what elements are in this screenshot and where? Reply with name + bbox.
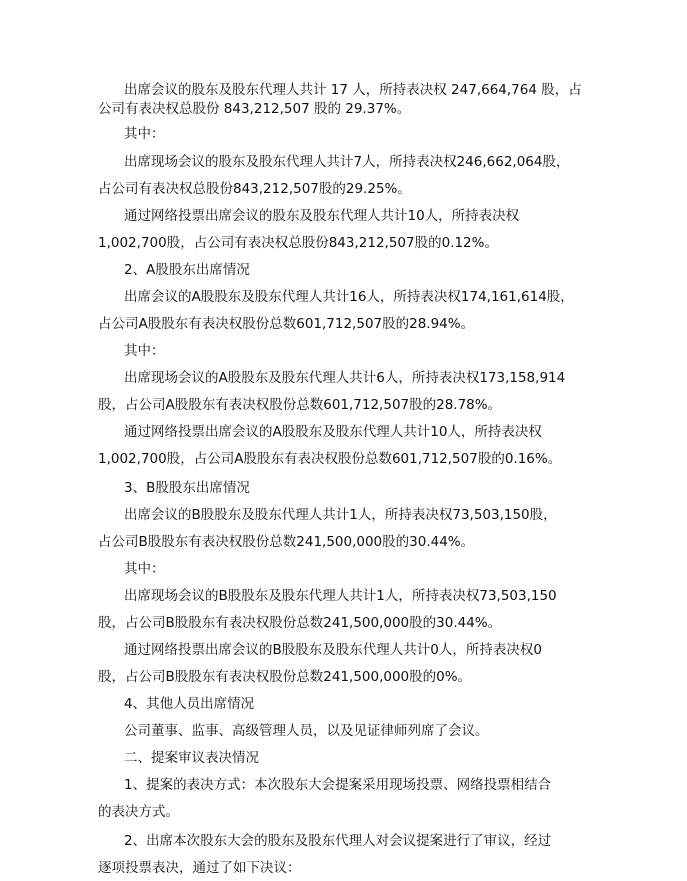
text-line: 占公司A股股东有表决权股份总数601,712,507股的28.94%。 (98, 316, 475, 332)
section-heading: 4、其他人员出席情况 (124, 696, 255, 712)
text-line: 1,002,700股，占公司A股股东有表决权股份总数601,712,507股的0.16%。 (98, 451, 562, 467)
text-line: 出席现场会议的股东及股东代理人共计7人，所持表决权246,662,064股， (124, 154, 570, 170)
text-line: 公司董事、监事、高级管理人员，以及见证律师列席了会议。 (124, 723, 489, 739)
text-line: 股，占公司B股股东有表决权股份总数241,500,000股的0%。 (98, 669, 472, 685)
text-line: 出席现场会议的A股股东及股东代理人共计6人，所持表决权173,158,914 (124, 370, 566, 386)
text-line: 通过网络投票出席会议的A股股东及股东代理人共计10人，所持表决权 (124, 424, 542, 440)
text-line: 出席会议的A股股东及股东代理人共计16人，所持表决权174,161,614股， (124, 289, 574, 305)
text-line: 通过网络投票出席会议的股东及股东代理人共计10人，所持表决权 (124, 208, 520, 224)
section-heading: 2、A股股东出席情况 (124, 262, 250, 278)
text-line: 2、出席本次股东大会的股东及股东代理人对会议提案进行了审议，经过 (124, 833, 552, 849)
text-line: 1,002,700股，占公司有表决权总股份843,212,507股的0.12%。 (98, 235, 498, 251)
section-heading: 二、提案审议表决情况 (124, 750, 259, 766)
text-line: 股，占公司A股股东有表决权股份总数601,712,507股的28.78%。 (98, 397, 502, 413)
text-line: 逐项投票表决，通过了如下决议： (98, 860, 301, 876)
text-line: 其中： (124, 561, 165, 577)
text-line: 1、提案的表决方式：本次股东大会提案采用现场投票、网络投票相结合 (124, 777, 552, 793)
text-line: 其中： (124, 343, 165, 359)
text-line: 公司有表决权总股份 843,212,507 股的 29.37%。 (98, 101, 411, 117)
text-line: 通过网络投票出席会议的B股股东及股东代理人共计0人，所持表决权0 (124, 642, 542, 658)
text-line: 占公司有表决权总股份843,212,507股的29.25%。 (98, 181, 411, 197)
section-heading: 3、B股股东出席情况 (124, 480, 250, 496)
text-line: 出席会议的B股股东及股东代理人共计1人，所持表决权73,503,150股， (124, 507, 557, 523)
text-line: 的表决方式。 (98, 804, 179, 820)
text-line: 出席会议的股东及股东代理人共计 17 人，所持表决权 247,664,764 股，占 (124, 82, 582, 98)
text-line: 出席现场会议的B股股东及股东代理人共计1人，所持表决权73,503,150 (124, 588, 557, 604)
text-line: 其中： (124, 126, 165, 142)
text-line: 股，占公司B股股东有表决权股份总数241,500,000股的30.44%。 (98, 615, 502, 631)
text-line: 占公司B股股东有表决权股份总数241,500,000股的30.44%。 (98, 534, 475, 550)
